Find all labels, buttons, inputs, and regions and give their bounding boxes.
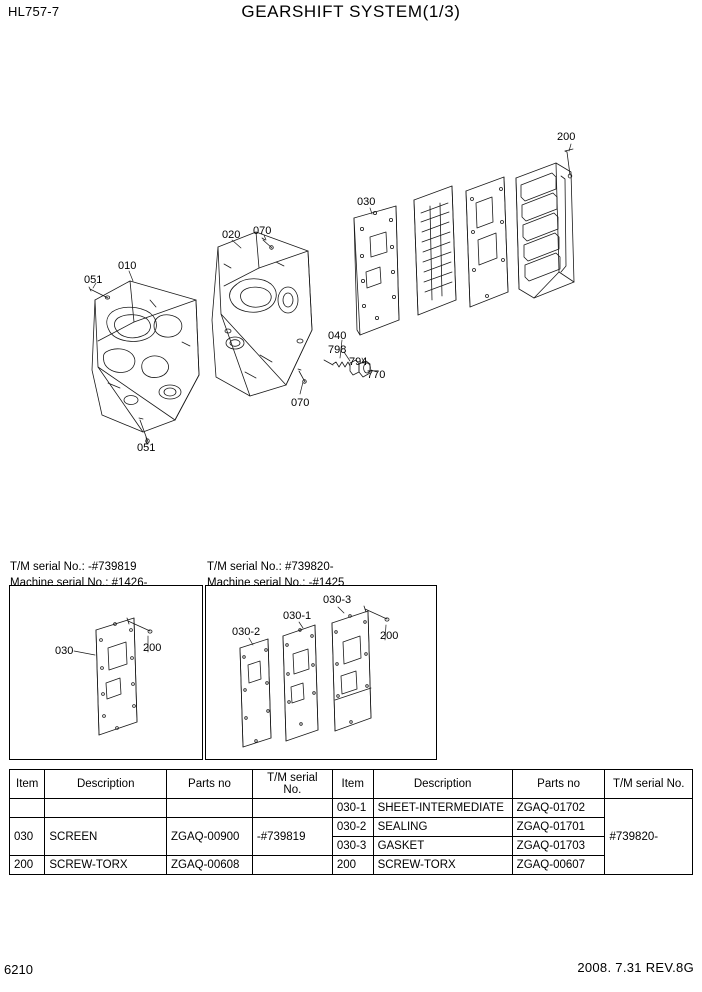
- part-030-screen-plate: [354, 206, 399, 335]
- part-010-housing: [92, 281, 199, 432]
- th-serial-left: T/M serial No.: [252, 770, 332, 799]
- th-item-right: Item: [332, 770, 373, 799]
- callout-010: 010: [118, 260, 137, 272]
- cell-item-200: 200: [10, 856, 45, 875]
- callout-040: 040: [328, 330, 347, 342]
- th-parts-left: Parts no: [167, 770, 253, 799]
- cell-desc-030: SCREEN: [45, 818, 167, 856]
- callout-770: 770: [367, 369, 386, 381]
- callout-070-bottom: 070: [291, 397, 310, 409]
- lower-callout-030: 030: [55, 645, 74, 657]
- cell-item-200-right: 200: [332, 856, 373, 875]
- callout-200-top: 200: [557, 131, 576, 143]
- left-serial-note-line1: T/M serial No.: -#739819: [10, 561, 137, 573]
- table-row: [10, 856, 693, 875]
- cell-desc-200-right: SCREW-TORX: [373, 856, 512, 875]
- cell-parts-030-1: ZGAQ-01702: [512, 799, 605, 818]
- left-serial-note-line2: Machine serial No.: #1426-: [10, 576, 148, 589]
- th-serial-right: T/M serial No.: [605, 770, 693, 799]
- parts-table: [9, 769, 693, 875]
- th-desc-right: Description: [373, 770, 512, 799]
- cell-desc-030-3: GASKET: [373, 837, 512, 856]
- lower-callout-200-right: 200: [380, 630, 399, 642]
- valve-plate-middle: [414, 186, 456, 315]
- callout-070-top: 070: [253, 225, 272, 237]
- lower-callout-030-3: 030-3: [323, 594, 352, 606]
- th-item-left: Item: [10, 770, 45, 799]
- lower-callout-200: 200: [143, 642, 162, 654]
- table-header-row: [10, 770, 693, 799]
- cell-item-030-1: 030-1: [332, 799, 373, 818]
- callout-798: 798: [328, 344, 347, 356]
- lower-callout-030-2: 030-2: [232, 626, 261, 638]
- cell-parts-030: ZGAQ-00900: [167, 818, 253, 856]
- cell-desc-030-1: SHEET-INTERMEDIATE: [373, 799, 512, 818]
- right-figure-box: [205, 585, 437, 760]
- page-number: 6210: [4, 962, 33, 977]
- revision-info: 2008. 7.31 REV.8G: [577, 960, 694, 975]
- cell-parts-030-3: ZGAQ-01703: [512, 837, 605, 856]
- table-row: [10, 818, 693, 837]
- cell-serial-blank-2: [252, 856, 332, 875]
- cell-desc-200: SCREW-TORX: [45, 856, 167, 875]
- th-desc-left: Description: [45, 770, 167, 799]
- table-row: [10, 799, 693, 818]
- valve-body-block: [516, 163, 574, 298]
- cell-item-030-3: 030-3: [332, 837, 373, 856]
- lower-callout-030-1: 030-1: [283, 610, 312, 622]
- valve-plate-separator: [466, 177, 508, 307]
- cell-parts-030-2: ZGAQ-01701: [512, 818, 605, 837]
- callout-030-main: 030: [357, 196, 376, 208]
- right-serial-note-line2: Machine serial No.: -#1425: [207, 576, 345, 589]
- cell-parts-200-right: ZGAQ-00607: [512, 856, 605, 875]
- cell-parts-200: ZGAQ-00608: [167, 856, 253, 875]
- callout-020: 020: [222, 229, 241, 241]
- right-serial-note-line1: T/M serial No.: #739820-: [207, 561, 334, 573]
- th-parts-right: Parts no: [512, 770, 605, 799]
- cell-serial-right-merged: #739820-: [605, 799, 693, 875]
- model-number: HL757-7: [8, 4, 60, 19]
- part-200-screw-top: [565, 149, 573, 178]
- part-051-pins: [89, 287, 149, 443]
- callout-051-bottom: 051: [137, 442, 156, 454]
- part-070-pins: [262, 238, 306, 383]
- cell-desc-blank-1: [45, 799, 167, 818]
- cell-parts-blank-1: [167, 799, 253, 818]
- page-title: GEARSHIFT SYSTEM(1/3): [241, 2, 461, 21]
- callout-794: 794: [349, 356, 368, 368]
- cell-serial-left-merged: -#739819: [252, 818, 332, 856]
- left-figure-box: [9, 585, 203, 760]
- cell-item-030: 030: [10, 818, 45, 856]
- callout-051-top: 051: [84, 274, 103, 286]
- cell-serial-blank-1: [252, 799, 332, 818]
- cell-item-030-2: 030-2: [332, 818, 373, 837]
- cell-desc-030-2: SEALING: [373, 818, 512, 837]
- cell-item-blank-1: [10, 799, 45, 818]
